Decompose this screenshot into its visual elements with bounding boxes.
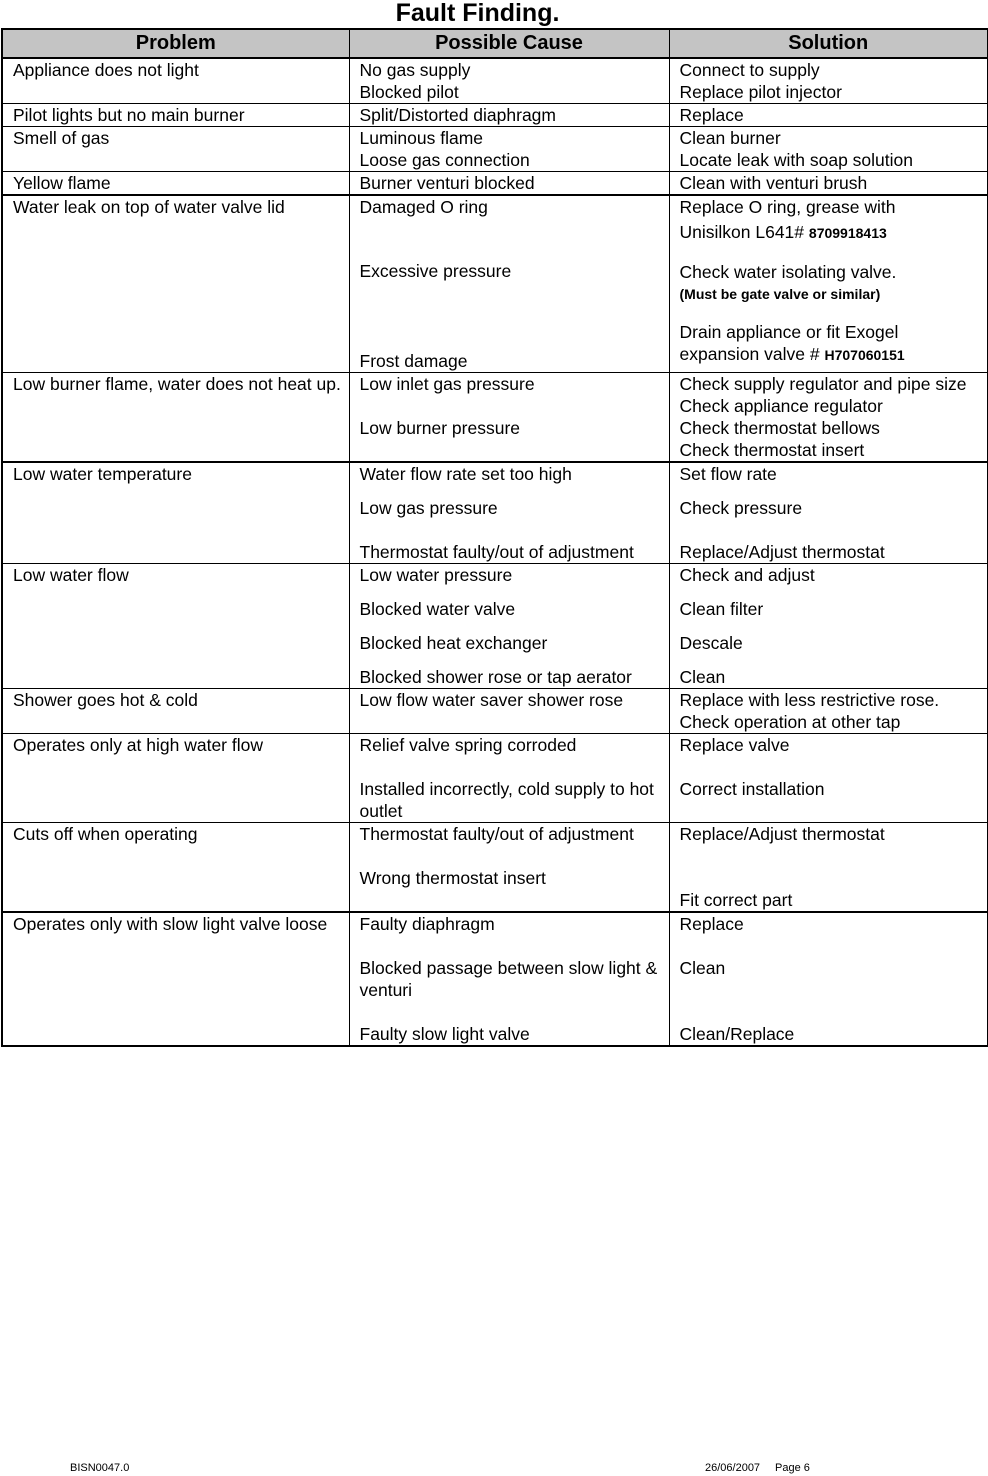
cause-cell: Low flow water saver shower rose: [349, 689, 669, 734]
cause-cell: Relief valve spring corroded Installed incorrectly, cold supply to hot outlet: [349, 734, 669, 823]
solution-cell: Set flow rate Check pressure Replace/Adjust thermostat: [669, 462, 988, 564]
cause-cell: No gas supply Blocked pilot: [349, 58, 669, 104]
cause-cell: Water flow rate set too high Low gas pressure Thermostat faulty/out of adjustment: [349, 462, 669, 564]
solution-cell: Clean burner Locate leak with soap solution: [669, 127, 988, 172]
footer-date: 26/06/2007: [705, 1462, 761, 1474]
cause-cell: Low water pressure Blocked water valve Blocked heat exchanger Blocked shower rose or tap aerator: [349, 564, 669, 689]
table-row: [2, 58, 988, 104]
header-solution: Solution: [669, 29, 988, 58]
problem-cell: Operates only at high water flow: [2, 734, 349, 823]
solution-cell: Replace valve Correct installation: [669, 734, 988, 823]
problem-cell: Shower goes hot & cold: [2, 689, 349, 734]
cause-cell: Luminous flame Loose gas connection: [349, 127, 669, 172]
table-row: [2, 823, 988, 913]
table-row: [2, 689, 988, 734]
cause-cell: Split/Distorted diaphragm: [349, 104, 669, 127]
cause-cell: Faulty diaphragm Blocked passage between slow light & venturi Faulty slow light valve: [349, 912, 669, 1046]
problem-cell: Low water temperature: [2, 462, 349, 564]
footer-doc-code: BISN0047.0: [70, 1462, 130, 1474]
problem-cell: Low water flow: [2, 564, 349, 689]
table-row: [2, 564, 988, 689]
solution-cell: Check supply regulator and pipe size Check appliance regulator Check thermostat bellows Check thermostat insert: [669, 373, 988, 463]
page-title: Fault Finding.: [395, 0, 560, 27]
cause-cell: Damaged O ring Excessive pressure Frost damage: [349, 195, 669, 373]
problem-cell: Low burner flame, water does not heat up.: [2, 373, 349, 463]
solution-cell: Clean with venturi brush: [669, 172, 988, 196]
table-row: [2, 912, 988, 1046]
problem-cell: Pilot lights but no main burner: [2, 104, 349, 127]
solution-cell: Check and adjust Clean filter Descale Clean: [669, 564, 988, 689]
cause-cell: Low inlet gas pressure Low burner pressure: [349, 373, 669, 463]
problem-cell: Smell of gas: [2, 127, 349, 172]
solution-note: (Must be gate valve or similar): [679, 286, 881, 302]
problem-cell: Operates only with slow light valve loose: [2, 912, 349, 1046]
cause-cell: Thermostat faulty/out of adjustment Wrong thermostat insert: [349, 823, 669, 913]
table-row: [2, 127, 988, 172]
table-row: [2, 104, 988, 127]
solution-cell: Replace: [669, 104, 988, 127]
solution-cell: Replace O ring, grease with Unisilkon L641# 8709918413 Check water isolating valve. (Must be gate valve or similar) Drain appliance or fit Exogel expansion valve # H707060151: [669, 195, 988, 373]
problem-cell: Yellow flame: [2, 172, 349, 196]
solution-cell: Replace Clean Clean/Replace: [669, 912, 988, 1046]
problem-cell: Cuts off when operating: [2, 823, 349, 913]
header-problem: Problem: [2, 29, 349, 58]
part-number: 8709918413: [808, 225, 887, 241]
problem-cell: Water leak on top of water valve lid: [2, 195, 349, 373]
header-possible-cause: Possible Cause: [349, 29, 669, 58]
table-row: [2, 462, 988, 564]
cause-cell: Burner venturi blocked: [349, 172, 669, 196]
part-number: H707060151: [824, 347, 905, 363]
table-row: [2, 195, 988, 373]
solution-cell: Replace with less restrictive rose. Check operation at other tap: [669, 689, 988, 734]
problem-cell: Appliance does not light: [2, 58, 349, 104]
table-row: [2, 734, 988, 823]
solution-cell: Replace/Adjust thermostat Fit correct part: [669, 823, 988, 913]
table-header-row: [2, 29, 988, 58]
solution-cell: Connect to supply Replace pilot injector: [669, 58, 988, 104]
table-row: [2, 373, 988, 463]
table-row: [2, 172, 988, 196]
fault-finding-table: [1, 28, 988, 1047]
footer-page-number: Page 6: [775, 1462, 810, 1474]
